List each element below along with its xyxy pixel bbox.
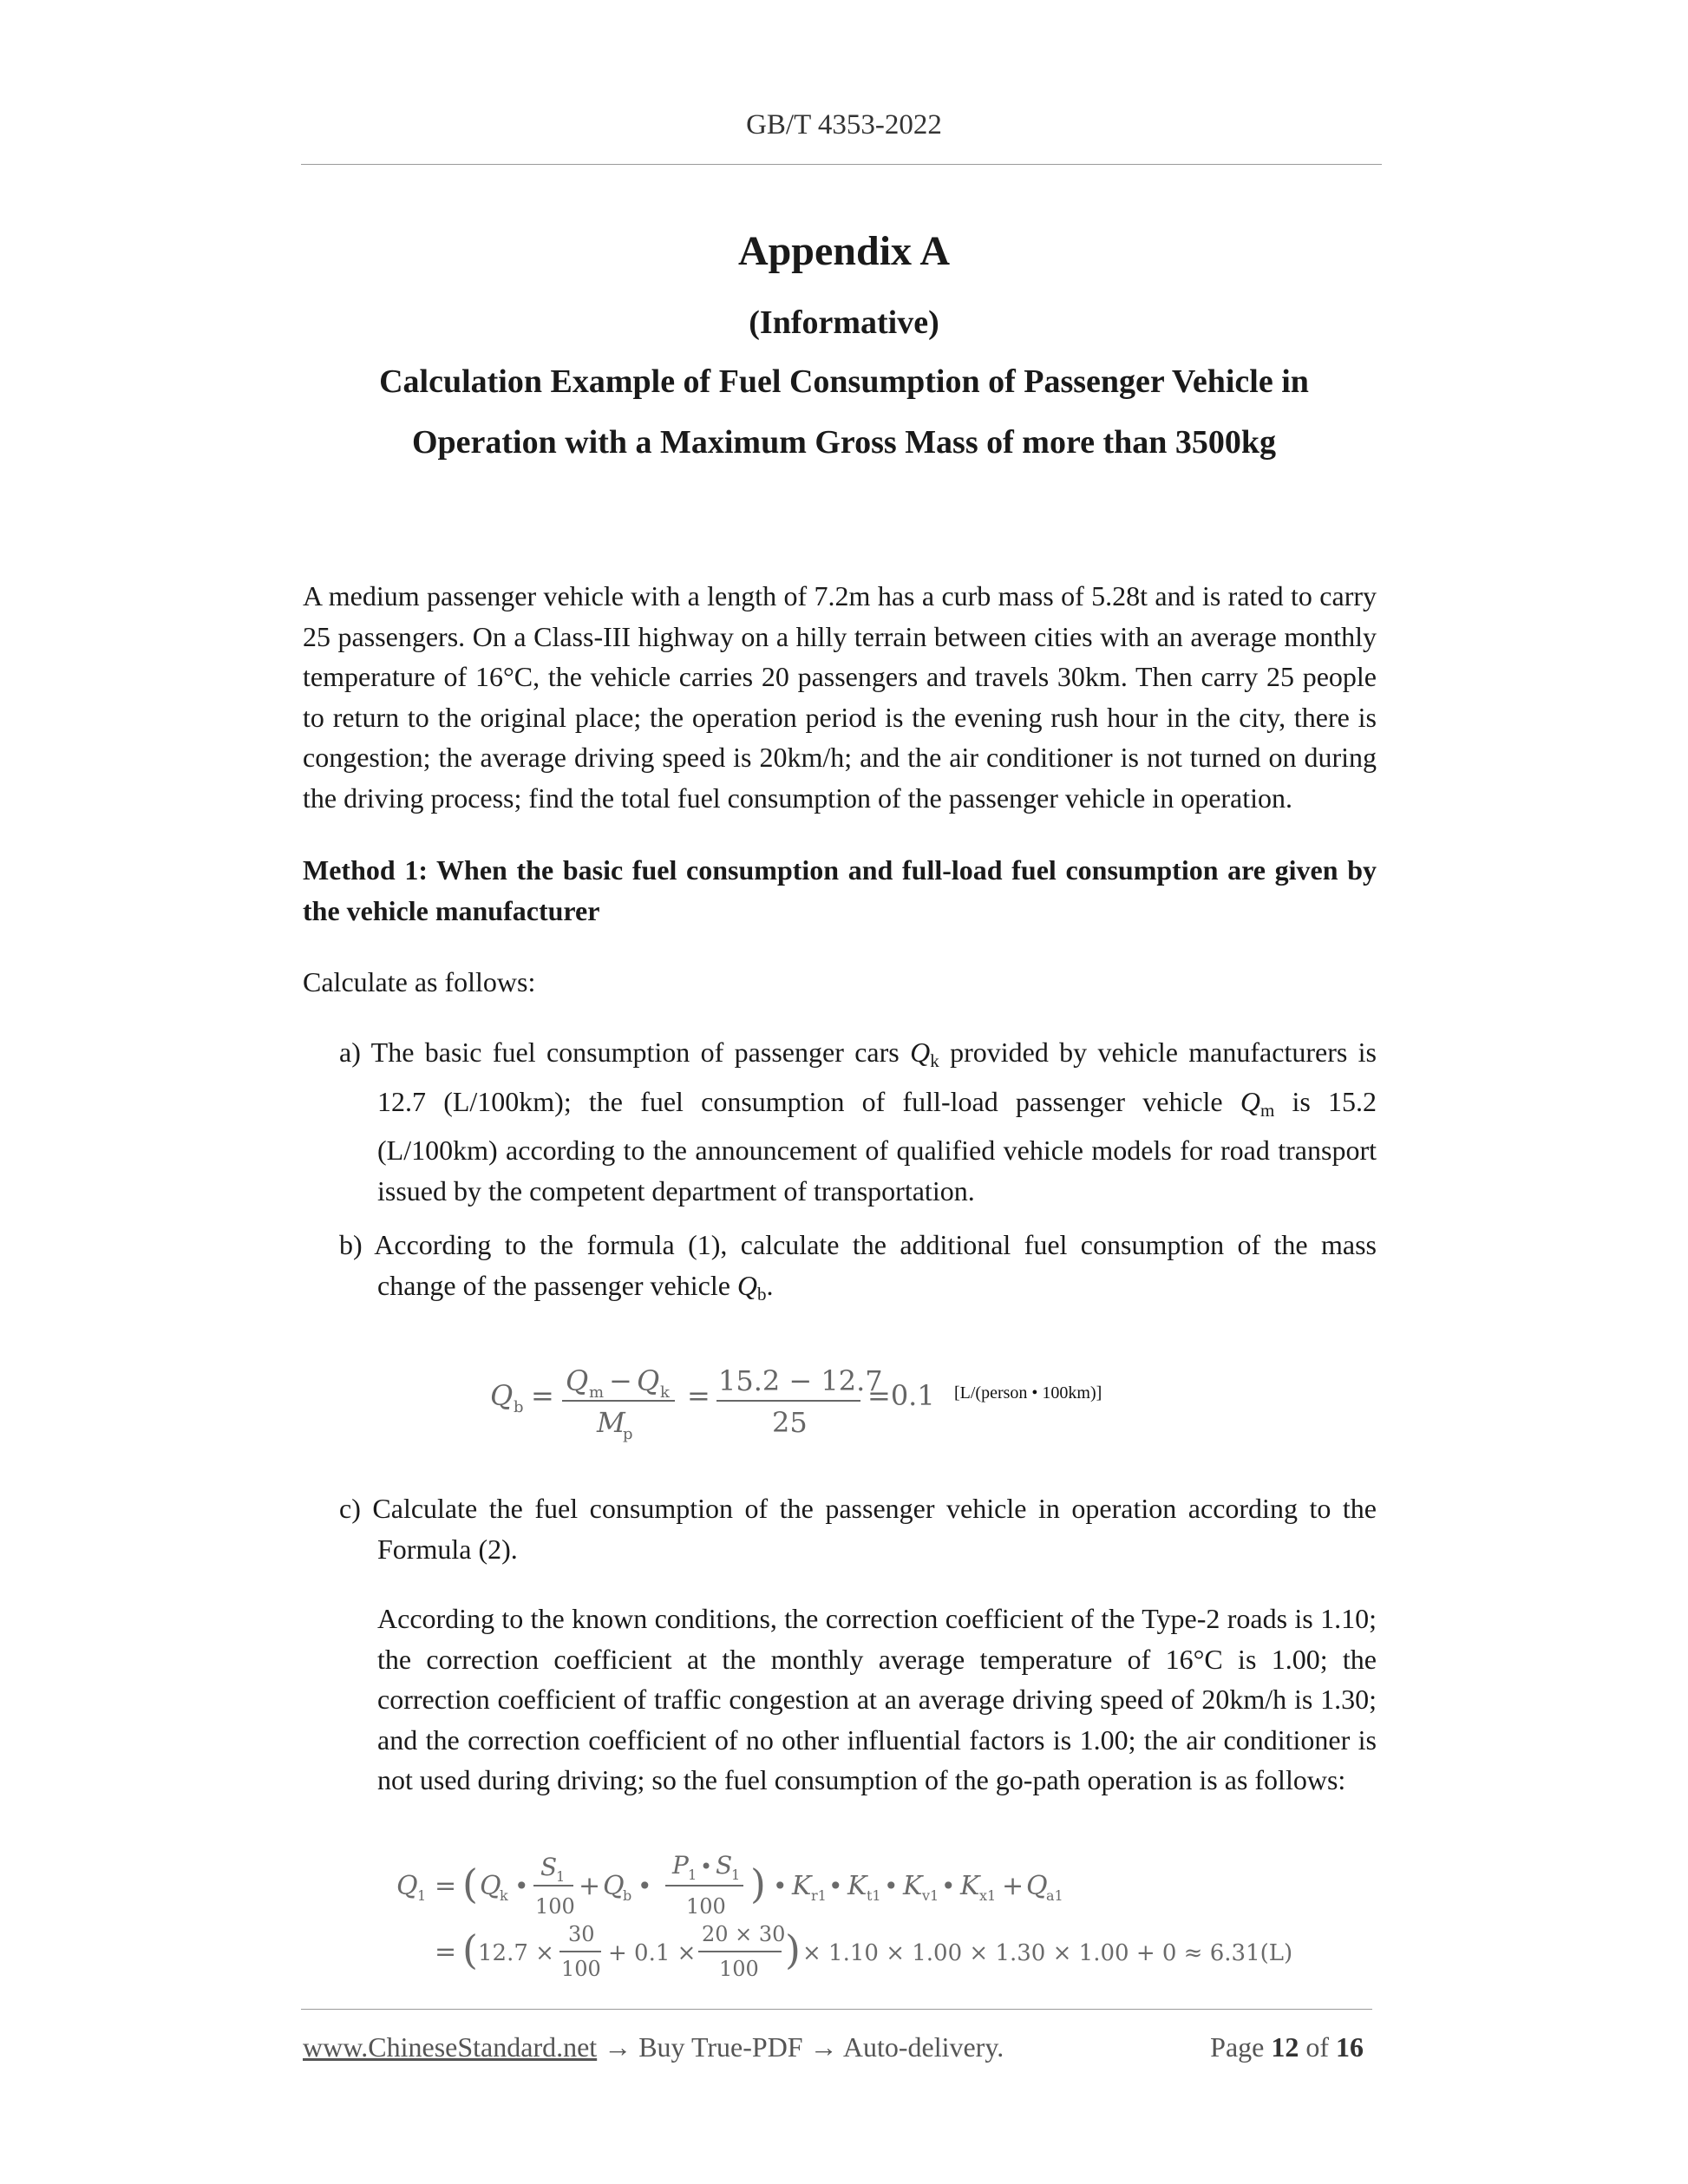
formula-1-p1: P	[672, 1851, 689, 1880]
svg-text:S: S	[716, 1851, 733, 1880]
formula-b-result: =0.1	[867, 1379, 935, 1412]
svg-text:b: b	[623, 1887, 632, 1904]
formula-1-f1-num: 30	[568, 1922, 595, 1946]
svg-text:k: k	[500, 1887, 508, 1904]
item-a-var-1: Q	[910, 1036, 931, 1068]
svg-text:•: •	[884, 1872, 899, 1900]
formula-1-f2-num: 20 × 30	[702, 1922, 786, 1946]
svg-text:r1: r1	[811, 1887, 827, 1904]
formula-b-lhs: Q	[490, 1379, 514, 1412]
formula-b-den-value: 25	[772, 1406, 808, 1439]
header-divider	[301, 164, 1382, 165]
svg-text:=: =	[687, 1379, 710, 1412]
formula-1-lhs: Q	[396, 1871, 418, 1901]
item-b-sub-1: b	[757, 1283, 767, 1305]
item-a-text-1: a) The basic fuel consumption of passenger cars	[339, 1036, 911, 1068]
of-label: of	[1305, 2031, 1329, 2063]
svg-text:•: •	[638, 1872, 652, 1900]
calculate-intro: Calculate as follows:	[303, 966, 536, 997]
footer-divider	[301, 2009, 1372, 2010]
svg-text:•: •	[773, 1872, 788, 1900]
item-a-var-2: Q	[1240, 1085, 1260, 1117]
svg-text:): )	[785, 1926, 801, 1973]
svg-text:(: (	[462, 1926, 478, 1973]
svg-text:=: =	[435, 1871, 457, 1901]
footer-promo	[303, 2031, 1004, 2063]
item-b-text-1: b) According to the formula (1), calculate the additional fuel consumption of the mass change of the passenger vehicle	[339, 1229, 1377, 1301]
formula-1-line2-tail: × 1.10 × 1.00 × 1.30 × 1.00 + 0 ≈ 6.31(L)	[802, 1940, 1293, 1966]
formula-1-line2-b: + 0.1 ×	[608, 1940, 697, 1966]
formula-b-den-sub: p	[623, 1425, 633, 1443]
formula-b-unit: [L/(person • 100km)]	[954, 1383, 1102, 1403]
svg-text:•: •	[828, 1872, 843, 1900]
formula-1-f2-den: 100	[719, 1957, 759, 1979]
appendix-title: Appendix A	[737, 228, 951, 274]
svg-text:Q: Q	[603, 1871, 625, 1901]
formula-q1	[395, 1841, 1349, 1979]
formula-1-line2-a: 12.7 ×	[478, 1940, 554, 1966]
svg-text:•: •	[700, 1854, 713, 1879]
appendix-heading-line2: Operation with a Maximum Gross Mass of more than 3500kg	[411, 424, 1277, 461]
appendix-heading-line1: Calculation Example of Fuel Consumption of Passenger Vehicle in	[379, 363, 1309, 400]
formula-1-s1-sub: 1	[556, 1868, 566, 1885]
formula-b-num1: Q	[566, 1364, 589, 1397]
svg-text:1: 1	[731, 1867, 741, 1883]
item-a-text-2: provided by vehicle manufacturers is 12.7 (L/100km); the fuel consumption of full-load passenger vehicle	[377, 1036, 1377, 1117]
page-number: 12	[1271, 2031, 1299, 2063]
page-indicator	[1210, 2031, 1364, 2063]
formula-b-den: M	[597, 1406, 625, 1439]
svg-text:•: •	[514, 1872, 529, 1900]
method-1-heading: Method 1: When the basic fuel consumption and full-load fuel consumption are given by the vehicle manufacturer	[303, 854, 1377, 926]
known-conditions-paragraph: According to the known conditions, the correction coefficient of the Type-2 roads is 1.10; the correction coefficient at the monthly average temperature of 16°C is 1.00; the correction coefficient of traffic congestion at an average driving speed of 20km/h is 1.30; and the correction coefficient of no other influential factors is 1.00; the air conditioner is not used during driving; so the fuel consumption of the go-path operation is as follows:	[377, 1603, 1377, 1795]
item-a-sub-1: k	[930, 1050, 939, 1071]
svg-text:100: 100	[686, 1894, 726, 1919]
formula-1-f1-den: 100	[561, 1957, 601, 1979]
formula-1-k: K	[792, 1871, 812, 1901]
item-a-sub-2: m	[1259, 1099, 1275, 1121]
svg-text:Q: Q	[480, 1871, 501, 1901]
list-item-c: c) Calculate the fuel consumption of the passenger vehicle in operation according to the Formula (2).	[339, 1493, 1377, 1565]
formula-1-lhs-sub: 1	[417, 1887, 427, 1904]
page-total: 16	[1336, 2031, 1364, 2063]
item-a-text-3: is 15.2 (L/100km) according to the announcement of qualified vehicle models for road transport issued by the competent department of transportation.	[377, 1085, 1377, 1206]
svg-text:K: K	[960, 1871, 980, 1901]
item-b-var-1: Q	[736, 1269, 758, 1301]
svg-text:Q: Q	[1026, 1871, 1048, 1901]
formula-b-num2: Q	[637, 1364, 660, 1397]
list-item-b	[303, 1225, 1377, 1314]
formula-1-den: 100	[535, 1894, 575, 1919]
formula-1-s1: S	[540, 1853, 558, 1881]
svg-text:•: •	[941, 1872, 956, 1900]
svg-text:v1: v1	[922, 1887, 939, 1904]
formula-b-lhs-sub: b	[514, 1398, 524, 1416]
document-code: GB/T 4353-2022	[746, 109, 942, 141]
svg-text:t1: t1	[867, 1887, 881, 1904]
formula-b-num2-sub: k	[660, 1383, 670, 1402]
footer-tagline: → Buy True-PDF → Auto-delivery.	[597, 2031, 1004, 2063]
appendix-type: (Informative)	[749, 304, 939, 341]
svg-text:+: +	[579, 1871, 601, 1901]
svg-text:a1: a1	[1046, 1887, 1063, 1904]
intro-paragraph: A medium passenger vehicle with a length of 7.2m has a curb mass of 5.28t and is rated to carry 25 passengers. On a Class-III highway on a hilly terrain between cities with an average monthly temperature of 16°C, the vehicle carries 20 passengers and travels 30km. Then carry 25 people to return to the original place; the operation period is the evening rush hour in the city, there is congestion; the average driving speed is 20km/h; and the air conditioner is not turned on during the driving process; find the total fuel consumption of the passenger vehicle in operation.	[303, 580, 1377, 814]
formula-1-p1-sub: 1	[688, 1867, 697, 1883]
svg-text:=: =	[531, 1379, 554, 1412]
svg-text:+: +	[1002, 1871, 1024, 1901]
svg-text:K: K	[847, 1871, 867, 1901]
svg-text:=: =	[435, 1937, 457, 1967]
page-label: Page	[1210, 2031, 1265, 2063]
svg-text:): )	[750, 1860, 766, 1907]
item-b-text-2: .	[766, 1269, 774, 1301]
list-item-a	[303, 1032, 1377, 1211]
site-link[interactable]: www.ChineseStandard.net	[303, 2031, 598, 2063]
svg-text:x1: x1	[979, 1887, 997, 1904]
svg-text:(: (	[462, 1860, 478, 1907]
formula-b-minus: −	[609, 1364, 632, 1397]
formula-b-num-values: 15.2 − 12.7	[718, 1364, 883, 1397]
formula-b-num1-sub: m	[589, 1383, 605, 1402]
svg-text:K: K	[903, 1871, 923, 1901]
